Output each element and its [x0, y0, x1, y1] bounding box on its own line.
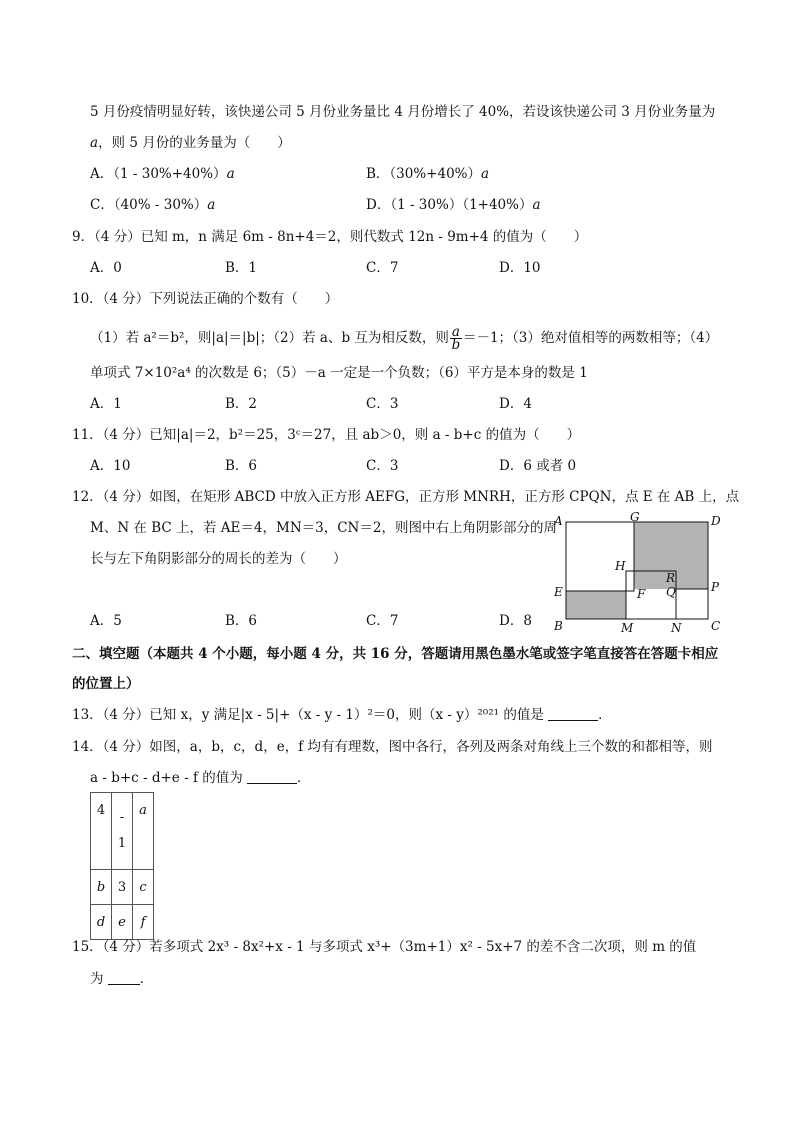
q15-end: ．	[139, 971, 154, 987]
label-n: N	[671, 621, 682, 635]
label-f: F	[637, 587, 646, 601]
q8-option-b-var: a	[481, 166, 490, 182]
q10-option-b[interactable]: B．2	[225, 396, 258, 412]
q8-option-a-var: a	[226, 166, 235, 182]
grid-cell	[91, 870, 112, 905]
section2-heading-line1: 二、填空题（本题共 4 个小题，每小题 4 分，共 16 分，答题请用黑色墨水笔或签字笔直接答在答题卡相应	[72, 646, 719, 662]
q8-option-d-var: a	[532, 197, 541, 213]
q11-stem: 11．（4 分）已知|a|＝2，b²＝25，3ᶜ＝27，且 ab＞0，则 a - b+c 的值为（ ）	[72, 427, 581, 443]
q15-answer-blank[interactable]	[108, 970, 140, 985]
q10-p1-tail: ＝－1；（3）绝对值相等的两数相等；（4）	[462, 330, 719, 346]
label-m: M	[621, 621, 634, 635]
q11-option-d[interactable]: D．6 或者 0	[499, 458, 577, 474]
label-a: A	[554, 514, 563, 528]
q12-line2: M、N 在 BC 上，若 AE＝4，MN＝3，CN＝2，则图中右上角阴影部分的周	[90, 520, 557, 536]
q9-stem: 9．（4 分）已知 m，n 满足 6m - 8n+4＝2，则代数式 12n - 9m+4 的值为（ ）	[72, 229, 588, 245]
grid-cell-value: 4	[96, 803, 106, 818]
grid-cell-value: 3	[117, 879, 127, 895]
label-g: G	[630, 510, 640, 524]
q13-answer-blank[interactable]	[548, 706, 598, 721]
q14-line2	[90, 769, 311, 787]
q10-option-a[interactable]: A．1	[90, 396, 122, 412]
q9-option-b[interactable]: B．1	[225, 260, 258, 276]
label-c: C	[711, 619, 721, 633]
square-cpqn	[676, 589, 708, 619]
label-d: D	[711, 514, 721, 528]
q15-line1: 15．（4 分）若多项式 2x³ - 8x²+x - 1 与多项式 x³+（3m+1）x² - 5x+7 的差不含二次项，则 m 的值	[72, 939, 697, 955]
grid-cell	[133, 905, 154, 940]
label-q: Q	[666, 585, 676, 599]
q15-line2	[90, 970, 153, 988]
q12-option-b[interactable]: B．6	[225, 613, 258, 629]
q12-option-c[interactable]: C．7	[366, 613, 399, 629]
grid-cell-value: e	[118, 914, 126, 930]
q8-option-b[interactable]	[366, 165, 489, 183]
q12-line1: 12．（4 分）如图，在矩形 ABCD 中放入正方形 AEFG，正方形 MNRH，正方形 CPQN，点 E 在 AB 上，点	[72, 489, 740, 505]
q8-var: a	[90, 135, 99, 151]
q10-frac-num: a	[451, 324, 460, 340]
q14-stem-tail: a - b+c - d+e - f 的值为	[90, 770, 243, 786]
label-p: P	[711, 580, 720, 594]
lower-left-shaded-region	[566, 591, 626, 619]
q12-option-a[interactable]: A．5	[90, 613, 122, 629]
q8-option-c[interactable]	[90, 196, 215, 214]
grid-cell	[112, 905, 133, 940]
grid-cell-value: d	[96, 914, 106, 930]
q10-statements-line1	[90, 326, 718, 351]
q8-line2-rest: ，则 5 月份的业务量为（ ）	[98, 135, 291, 151]
q10-fraction	[450, 326, 462, 351]
q8-option-c-var: a	[207, 197, 216, 213]
grid-cell-value: b	[96, 879, 106, 895]
label-r: R	[666, 571, 676, 585]
grid-cell	[112, 870, 133, 905]
grid-cell-value: c	[139, 879, 147, 895]
q10-option-c[interactable]: C．3	[366, 396, 399, 412]
q8-option-a[interactable]	[90, 165, 235, 183]
grid-cell	[112, 793, 133, 870]
q13-text	[72, 706, 612, 724]
grid-cell	[91, 793, 112, 870]
grid-cell-value: a	[139, 803, 147, 818]
q14-line1: 14．（4 分）如图，a，b，c，d，e，f 均有有理数，图中各行，各列及两条对角线上三个数的和都相等，则	[72, 739, 713, 755]
q11-option-a[interactable]: A．10	[90, 458, 131, 474]
magic-square-grid	[90, 792, 154, 940]
grid-cell	[91, 905, 112, 940]
q11-option-c[interactable]: C．3	[366, 458, 399, 474]
q8-line1: 5 月份疫情明显好转，该快递公司 5 月份业务量比 4 月份增长了 40%，若设该快递公司 3 月份业务量为	[90, 104, 716, 120]
q9-option-a[interactable]: A．0	[90, 260, 122, 276]
q10-frac-den: b	[451, 337, 461, 353]
q10-statements-line2: 单项式 7×10²a⁴ 的次数是 6；（5）－a 一定是一个负数；（6）平方是本身的数是 1	[90, 365, 588, 381]
grid-cell-value: - 1	[117, 810, 127, 851]
q15-stem-tail: 为	[90, 971, 104, 987]
q14-end: ．	[297, 770, 311, 786]
q10-stem: 10．（4 分）下列说法正确的个数有（ ）	[72, 291, 339, 307]
q8-option-d-text: D．（1 - 30%）（1+40%）	[366, 197, 533, 213]
grid-cell	[133, 793, 154, 870]
q10-p1: （1）若 a²＝b²，则|a|＝|b|；（2）若 a、b 互为相反数，则	[90, 330, 449, 346]
grid-cell-value: f	[140, 914, 146, 930]
section2-heading-line2: 的位置上）	[72, 676, 140, 692]
q12-line3: 长与左下角阴影部分的周长的差为（ ）	[90, 551, 347, 567]
q8-line2	[90, 134, 291, 152]
label-e: E	[554, 585, 563, 599]
q8-option-a-text: A．（1 - 30%+40%）	[90, 166, 227, 182]
q9-option-c[interactable]: C．7	[366, 260, 399, 276]
q14-answer-blank[interactable]	[247, 769, 297, 784]
q13-stem: 13．（4 分）已知 x，y 满足|x - 5|+（x - y - 1）²＝0，则（x - y）²⁰²¹ 的值是	[72, 707, 544, 723]
rectangle-squares-figure	[548, 510, 730, 636]
q13-end: ．	[598, 707, 612, 723]
q8-option-b-text: B．（30%+40%）	[366, 166, 481, 182]
label-h: H	[615, 559, 626, 573]
q9-option-d[interactable]: D．10	[499, 260, 541, 276]
q8-option-d[interactable]	[366, 196, 541, 214]
q8-option-c-text: C．（40% - 30%）	[90, 197, 208, 213]
square-aefg	[566, 522, 634, 591]
q12-option-d[interactable]: D．8	[499, 613, 532, 629]
q10-option-d[interactable]: D．4	[499, 396, 532, 412]
grid-cell	[133, 870, 154, 905]
label-b: B	[554, 619, 563, 633]
q11-option-b[interactable]: B．6	[225, 458, 258, 474]
